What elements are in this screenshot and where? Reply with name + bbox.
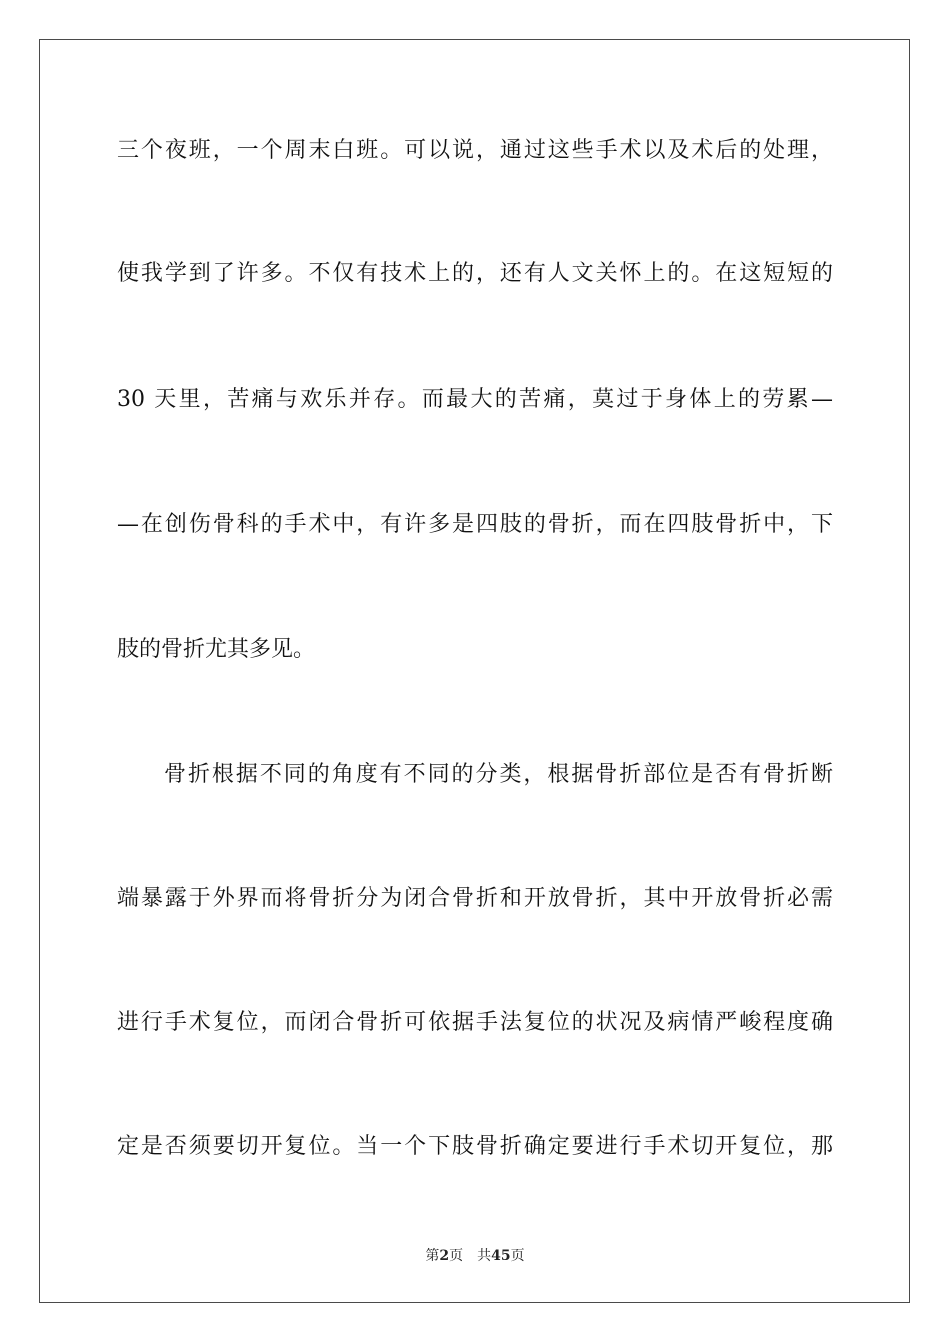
body-line-5: 肢的骨折尤其多见。 bbox=[117, 637, 316, 662]
footer-prefix: 第 bbox=[425, 1248, 440, 1264]
body-line-3: 30 天里，苦痛与欢乐并存。而最大的苦痛，莫过于身体上的劳累— bbox=[117, 387, 833, 412]
page-footer bbox=[0, 1245, 950, 1265]
body-line-1: 三个夜班，一个周末白班。可以说，通过这些手术以及术后的处理， bbox=[117, 138, 833, 163]
body-line-4: —在创伤骨科的手术中，有许多是四肢的骨折，而在四肢骨折中，下 bbox=[117, 512, 833, 537]
footer-suffix: 页 bbox=[510, 1248, 525, 1264]
page-border bbox=[39, 39, 910, 1303]
footer-total-pages: 45 bbox=[491, 1248, 511, 1264]
body-line-2: 使我学到了许多。不仅有技术上的，还有人文关怀上的。在这短短的 bbox=[117, 261, 833, 286]
body-line-8: 进行手术复位，而闭合骨折可依据手法复位的状况及病情严峻程度确 bbox=[117, 1010, 833, 1035]
body-line-7: 端暴露于外界而将骨折分为闭合骨折和开放骨折，其中开放骨折必需 bbox=[117, 886, 833, 911]
footer-mid: 页 共 bbox=[449, 1248, 492, 1264]
footer-current-page: 2 bbox=[439, 1248, 450, 1264]
body-line-9: 定是否须要切开复位。当一个下肢骨折确定要进行手术切开复位，那 bbox=[117, 1134, 833, 1159]
body-line-6: 骨折根据不同的角度有不同的分类，根据骨折部位是否有骨折断 bbox=[164, 762, 833, 787]
